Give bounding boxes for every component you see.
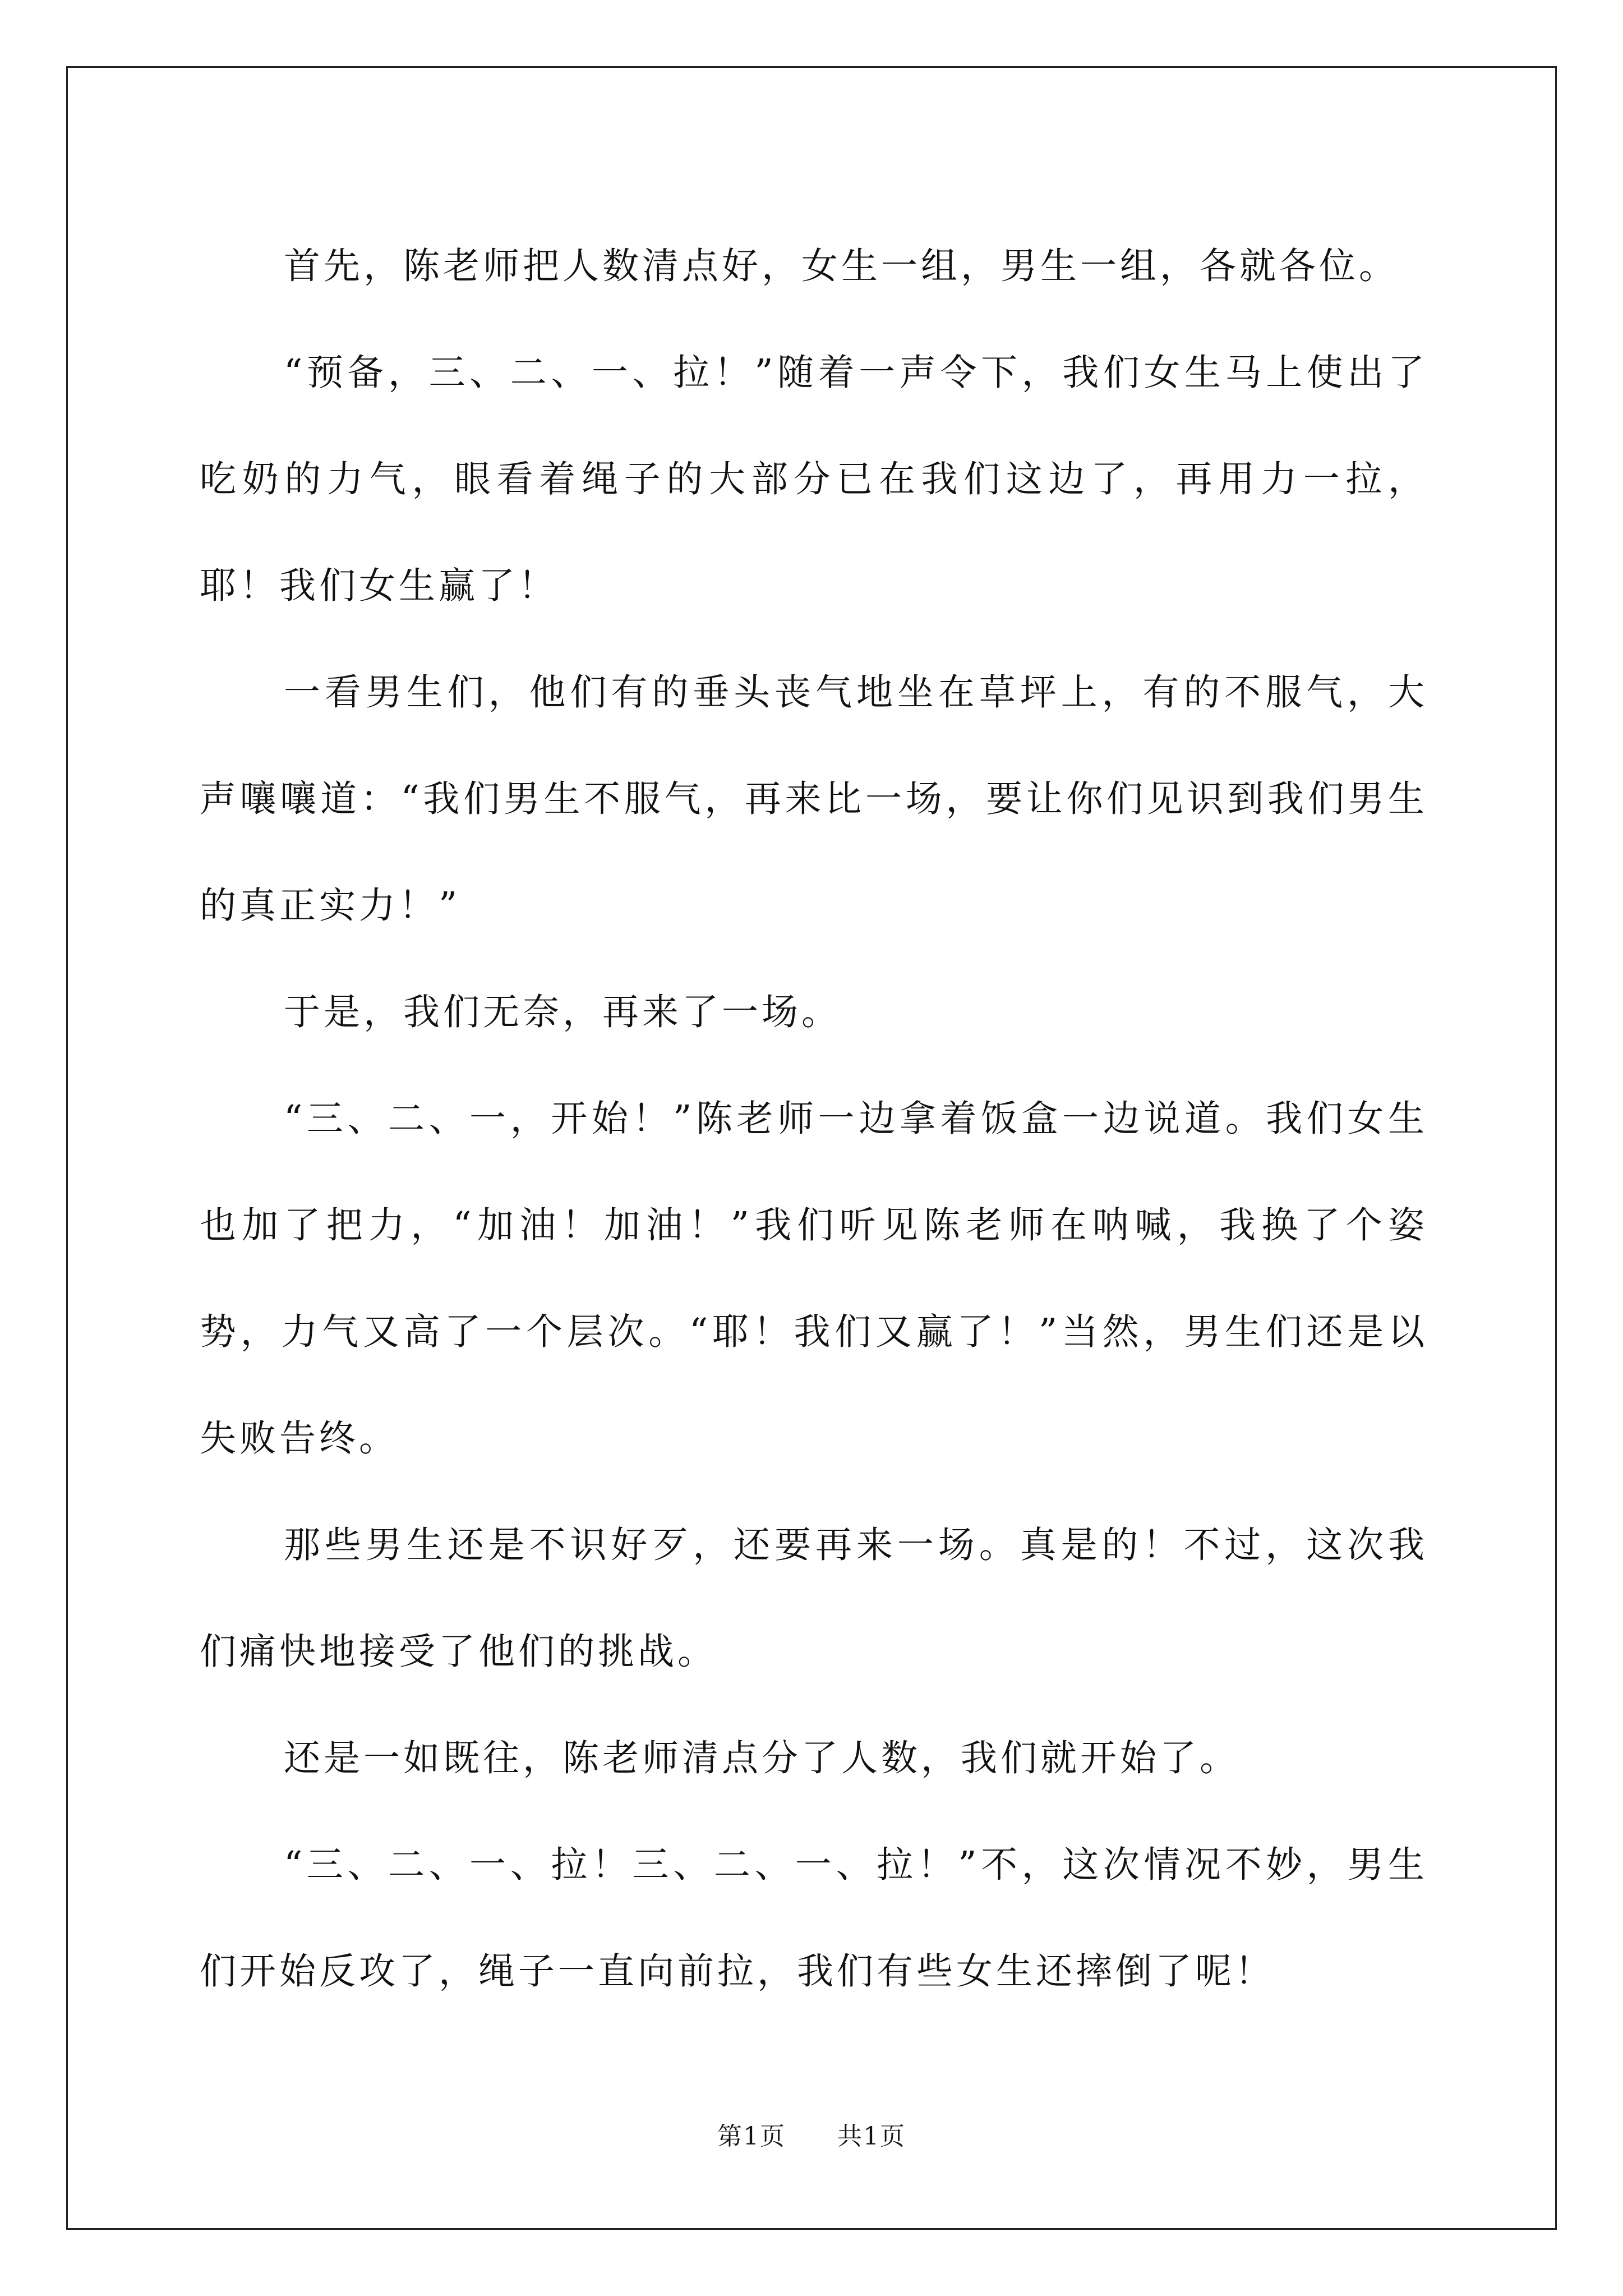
paragraph-8: “三、二、一、拉！三、二、一、拉！”不，这次情况不妙，男生们开始反攻了，绳子一直向前拉，我们有些女生还摔倒了呢！ [200,1844,1428,1993]
page-number: 第1页 [717,2122,786,2151]
paragraph-5: “三、二、一，开始！”陈老师一边拿着饭盒一边说道。我们女生也加了把力，“加油！加油！”我们听见陈老师在呐喊，我换了个姿势，力气又高了一个层次。“耶！我们又赢了！”当然，男生们还是以失败告终。 [200,1098,1428,1460]
paragraph-4: 于是，我们无奈，再来了一场。 [284,991,842,1033]
page-footer [0,2116,1623,2152]
paragraph-1: 首先，陈老师把人数清点好，女生一组，男生一组，各就各位。 [284,245,1399,287]
paragraph-6: 那些男生还是不识好歹，还要再来一场。真是的！不过，这次我们痛快地接受了他们的挑战。 [200,1524,1428,1673]
document-body [200,213,1428,2025]
paragraph-7: 还是一如既往，陈老师清点分了人数，我们就开始了。 [284,1737,1240,1779]
paragraph-2: “预备，三、二、一、拉！”随着一声令下，我们女生马上使出了吃奶的力气，眼看着绳子的大部分已在我们这边了，再用力一拉，耶！我们女生赢了！ [200,352,1428,607]
page-total: 共1页 [837,2122,906,2151]
paragraph-3: 一看男生们，他们有的垂头丧气地坐在草坪上，有的不服气，大声嚷嚷道：“我们男生不服气，再来比一场，要让你们见识到我们男生的真正实力！” [200,671,1428,927]
